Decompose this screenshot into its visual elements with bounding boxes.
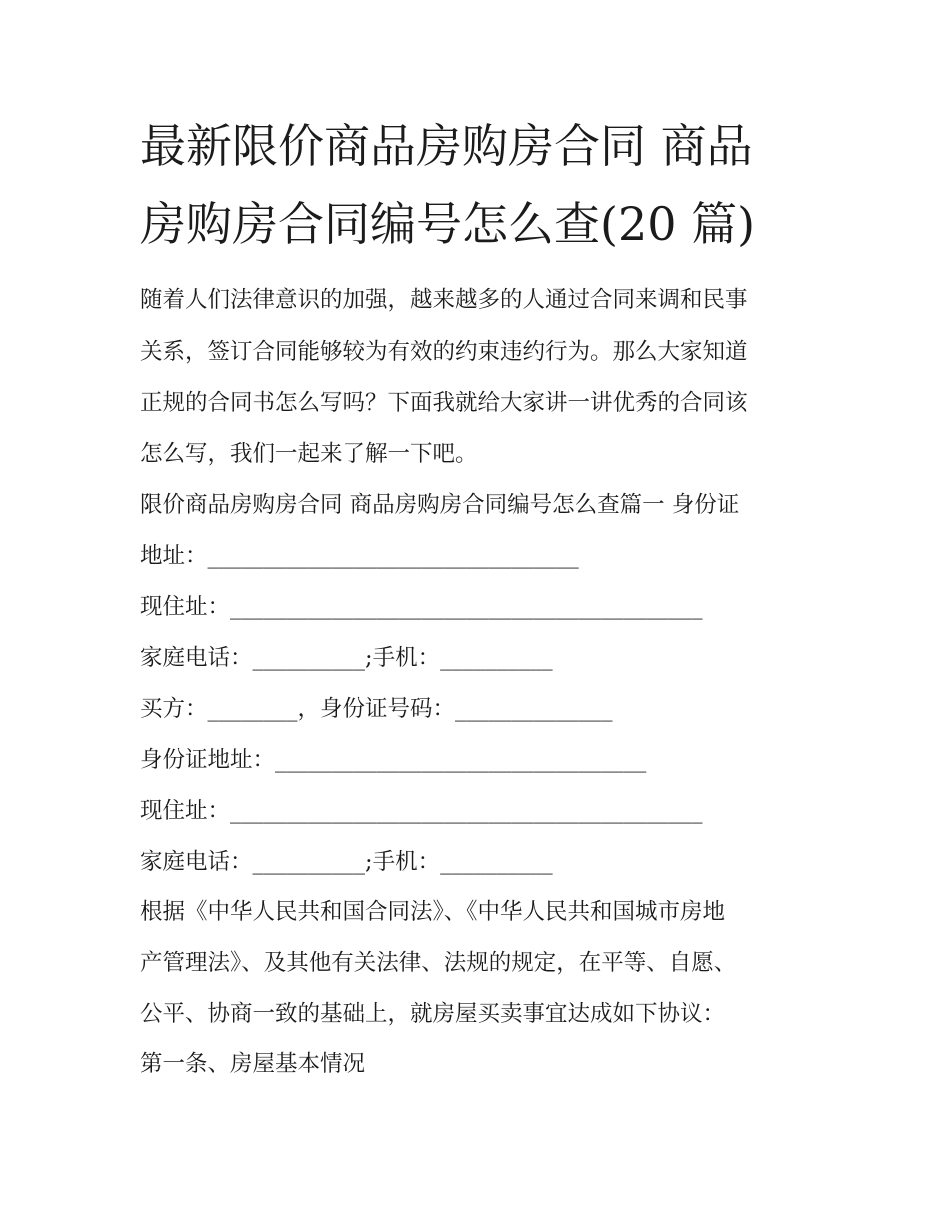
field-address: 地址：_________________________________ xyxy=(140,543,579,569)
intro-line-3: 正规的合同书怎么写吗？下面我就给大家讲一讲优秀的合同该 xyxy=(140,390,748,416)
field-current-address-2: 现住址：__________________________________________ xyxy=(140,798,703,824)
legal-basis-line-1: 根据《中华人民共和国合同法》、《中华人民共和国城市房地 xyxy=(140,899,726,925)
intro-line-1: 随着人们法律意识的加强，越来越多的人通过合同来调和民事 xyxy=(140,287,748,313)
article-1-heading: 第一条、房屋基本情况 xyxy=(140,1051,366,1077)
document-title-line-2: 房购房合同编号怎么查(20 篇) xyxy=(140,197,756,251)
field-phone: 家庭电话：__________;手机：__________ xyxy=(140,645,553,671)
document-title-line-1: 最新限价商品房购房合同 商品 xyxy=(140,119,753,173)
field-buyer-id: 买方：________，身份证号码：______________ xyxy=(140,696,613,722)
field-current-address: 现住址：__________________________________________ xyxy=(140,594,703,620)
legal-basis-line-3: 公平、协商一致的基础上，就房屋买卖事宜达成如下协议： xyxy=(140,1001,726,1027)
field-phone-2: 家庭电话：__________;手机：__________ xyxy=(140,849,553,875)
section-heading: 限价商品房购房合同 商品房购房合同编号怎么查篇一 身份证 xyxy=(140,492,740,518)
field-id-address: 身份证地址：_________________________________ xyxy=(140,747,647,773)
intro-line-4: 怎么写，我们一起来了解一下吧。 xyxy=(140,441,478,467)
legal-basis-line-2: 产管理法》、及其他有关法律、法规的规定，在平等、自愿、 xyxy=(140,950,737,976)
intro-line-2: 关系，签订合同能够较为有效的约束违约行为。那么大家知道 xyxy=(140,339,748,365)
